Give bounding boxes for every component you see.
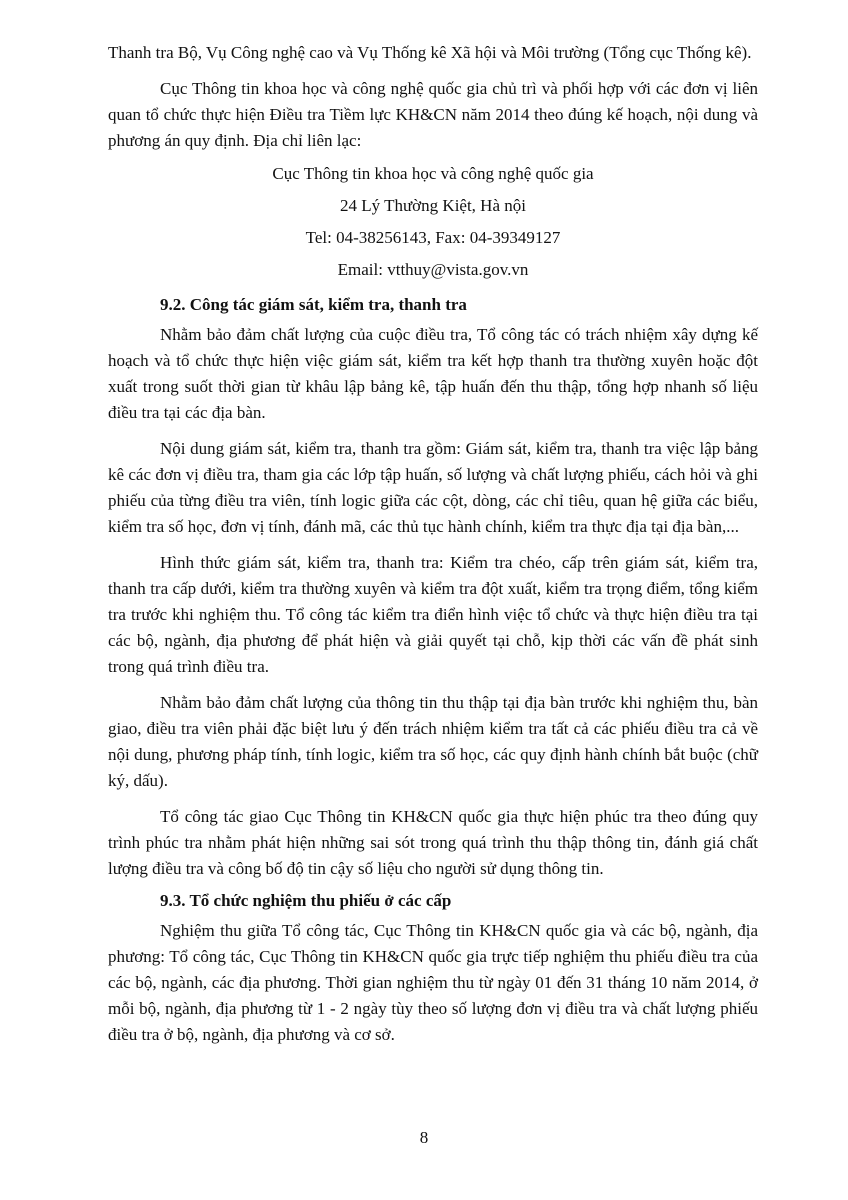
address-street: 24 Lý Thường Kiệt, Hà nội bbox=[340, 196, 526, 215]
contact-address-block bbox=[108, 158, 758, 286]
intro-lead-paragraph: Cục Thông tin khoa học và công nghệ quốc gia chủ trì và phối hợp với các đơn vị liên quan tổ chức thực hiện Điều tra Tiềm lực KH&CN năm 2014 theo đúng kế hoạch, nội dung và phương án quy định. Địa chỉ liên lạc: bbox=[108, 79, 758, 150]
section-9-3-heading: 9.3. Tổ chức nghiệm thu phiếu ở các cấp bbox=[160, 891, 452, 910]
section-9-3-paragraph-1: Nghiệm thu giữa Tổ công tác, Cục Thông tin KH&CN quốc gia và các bộ, ngành, địa phương: Tổ công tác, Cục Thông tin KH&CN quốc gia trực tiếp nghiệm thu phiếu điều tra của các bộ, ngành, các địa phương. Thời gian nghiệm thu từ ngày 01 đến 31 tháng 10 năm 2014, ở mỗi bộ, ngành, địa phương từ 1 - 2 ngày tùy theo số lượng đơn vị điều tra và chất lượng phiếu điều tra ở bộ, ngành, địa phương và cơ sở. bbox=[108, 921, 758, 1044]
address-org: Cục Thông tin khoa học và công nghệ quốc gia bbox=[272, 164, 594, 183]
section-9-2-paragraph-5: Tổ công tác giao Cục Thông tin KH&CN quốc gia thực hiện phúc tra theo đúng quy trình phúc tra nhằm phát hiện những sai sót trong quá trình thu thập thông tin, đánh giá chất lượng điều tra và công bố độ tin cậy số liệu cho người sử dụng thông tin. bbox=[108, 807, 758, 878]
address-email: Email: vtthuy@vista.gov.vn bbox=[337, 260, 529, 279]
address-phone-fax: Tel: 04-38256143, Fax: 04-39349127 bbox=[305, 228, 561, 247]
intro-continuation-paragraph: Thanh tra Bộ, Vụ Công nghệ cao và Vụ Thống kê Xã hội và Môi trường (Tổng cục Thống kê). bbox=[108, 43, 752, 62]
document-page bbox=[108, 40, 758, 1048]
section-9-2-paragraph-4: Nhằm bảo đảm chất lượng của thông tin thu thập tại địa bàn trước khi nghiệm thu, bàn giao, điều tra viên phải đặc biệt lưu ý đến trách nhiệm kiểm tra tất cả các phiếu điều tra cả về nội dung, phương pháp tính, tính logic, kiểm tra số học, các quy định hành chính bắt buộc (chữ ký, dấu). bbox=[108, 693, 758, 790]
section-9-2-heading: 9.2. Công tác giám sát, kiểm tra, thanh tra bbox=[160, 295, 467, 314]
section-9-2-paragraph-3: Hình thức giám sát, kiểm tra, thanh tra: Kiểm tra chéo, cấp trên giám sát, kiểm tra, thanh tra cấp dưới, kiểm tra thường xuyên và kiểm tra đột xuất, kiểm tra trọng điểm, tổng kiểm tra trước khi nghiệm thu. Tổ công tác kiểm tra điển hình việc tổ chức và thực hiện điều tra tại các bộ, ngành, địa phương để phát hiện và giải quyết tại chỗ, kịp thời các vấn đề phát sinh trong quá trình điều tra. bbox=[108, 553, 758, 676]
page-number: 8 bbox=[419, 1128, 429, 1147]
section-9-2-paragraph-1: Nhằm bảo đảm chất lượng của cuộc điều tra, Tổ công tác có trách nhiệm xây dựng kế hoạch và tổ chức thực hiện việc giám sát, kiểm tra kết hợp thanh tra thường xuyên hoặc đột xuất trong suốt thời gian từ khâu lập bảng kê, tập huấn đến thu thập, tổng hợp nhanh số liệu điều tra tại các địa bàn. bbox=[108, 325, 758, 422]
section-9-2-paragraph-2: Nội dung giám sát, kiểm tra, thanh tra gồm: Giám sát, kiểm tra, thanh tra việc lập bảng kê các đơn vị điều tra, tham gia các lớp tập huấn, số lượng và chất lượng phiếu, cách hỏi và ghi phiếu của từng điều tra viên, tính logic giữa các cột, dòng, các chỉ tiêu, quan hệ giữa các biểu, kiểm tra số học, đơn vị tính, đánh mã, các thủ tục hành chính, kiểm tra thực địa tại địa bàn,... bbox=[108, 439, 758, 536]
